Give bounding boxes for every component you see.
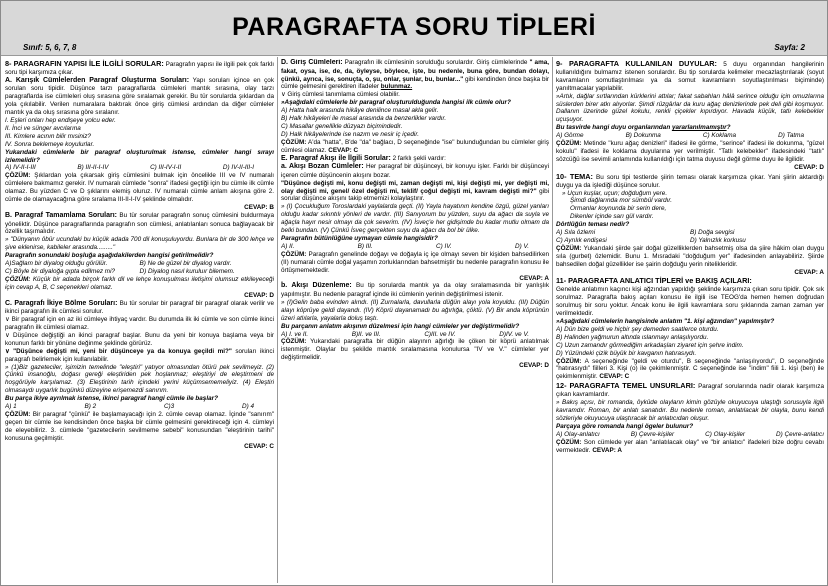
option: D) V.: [515, 242, 529, 250]
subsection-heading: B. Paragraf Tamamlama Soruları:: [5, 211, 117, 219]
emphasis-text: " ama, fakat, oysa, ise, de, da, öyleyse, böylece, işte, bu nedenle, buna göre, bundan dolayı, çünkü, ayrıca, ise, sonuçta, o, şu, onlar, şunlar, bu, bunlar...": [281, 59, 549, 83]
list-item: ∨ Bir paragraf için en az iki cümleye ihtiyaç vardır. Bu durumda ilk iki cümle ve son cümle ikinci paragrafın ilk cümlesi olamaz.: [5, 316, 274, 331]
emphasis-text: bulunmaz.: [380, 83, 413, 91]
option: A) Hatta halk arasında hikâye denilince masal akla gelir.: [281, 107, 439, 115]
option: D) Çevre-anlatıcı: [776, 430, 824, 438]
answer-key: CEVAP: A: [592, 446, 622, 454]
answer-key: CEVAP: C: [328, 146, 359, 154]
option: D) 4: [242, 403, 254, 411]
subsection-text: Paragrafın ilk cümlesinin sorulduğu sorulardır. Giriş cümlelerinde: [344, 59, 528, 66]
column-3: [556, 59, 824, 581]
solution-label: ÇÖZÜM:: [281, 338, 307, 346]
subsection-c: [5, 300, 274, 317]
option: A) 1: [5, 403, 17, 411]
option: D) Halk hikâyelerinde ise nazım ve nesir iç içedir.: [281, 130, 419, 138]
section-11: [556, 276, 824, 286]
section-text: Paragrafın yapısı ile ilgili pek çok farklı soru tipi karşımıza çıkar.: [5, 61, 274, 76]
emphasis-text: ∨ "Düşünce değişti mi, yeni bir düşünceye ya da konuya geçildi mi?": [5, 347, 232, 355]
option: B) III-II-I-IV: [77, 164, 109, 172]
solution-text: Son cümlede yer alan "anlatılacak olay" ve "bir anlatıcı" ifadeleri bize doğru cevabı vermektedir.: [556, 438, 824, 454]
option: C) Masallar genellikle düzyazı biçimindedir.: [281, 122, 403, 130]
subsection-text: Bu tür sorular paragrafın sonuç cümlesini buldurmaya yöneliktir. Düşünce paragraflarında paragrafın son cümlesi, anlatılanları sonuca bağlayacak bir özellik taşımalıdır.: [5, 211, 274, 236]
answer-options: [556, 431, 824, 439]
answer-key: CEVAP: B: [244, 204, 274, 211]
example-quote: » Bakış açısı, bir romanda, öyküde olayların kimin gözüyle okuyucuya ulaştığı sorusuyla ilgili kavramdır. Roman, bir anlatı sanatıdır. Bu nedenle roman, anlatılacak bir olayla, bunu kendi sözleriyle okuyucuya ulaştıracak bir anlatıcıdan oluşur.: [556, 399, 824, 422]
solution-text: A'da "hatta", B'de "da" bağlacı, D seçeneğinde "ise" bulunduğundan bu cümleler giriş cümlesi olamaz.: [281, 138, 549, 154]
option: C) IV.: [436, 242, 452, 250]
page-header: [1, 1, 827, 56]
section-heading: 8- PARAGRAFIN YAPISI İLE İLGİLİ SORULAR:: [5, 59, 164, 68]
subsection-heading: a. Akışı Bozan Cümleler:: [281, 163, 364, 171]
grade-label: Sınıf: 5, 6, 7, 8: [23, 43, 77, 52]
answer-options: [556, 132, 824, 140]
solution-label: ÇÖZÜM:: [556, 357, 582, 365]
question-text: Yukarıdaki cümlelerle bir paragraf oluşturulmak istense, cümleler hangi sırayı izlemelidir?: [5, 148, 274, 164]
question-part: ?: [726, 124, 731, 132]
subsection-text: Yapı soruları içince en çok sorulan soru tipidir. Düşünce tarzı paragraflarda cümleleri mantık sırasına, olay tarzı paragraflarda ise cümleleri oluş sırasına göre sıralamak gerekir. Bu tür sorularda şıklardan da yola çıkılabilir. Verilen numaralara baktırak önce giriş cümlesi ardından da diğer cümleler mantık ya da oluş sırasına göre sıralanır.: [5, 76, 274, 117]
option: D) Yalnızlık korkusu: [690, 236, 746, 244]
subsection-text: 2 farklı şekli vardır:: [392, 154, 446, 162]
body-text: gibi kendinden önce başka bir cümle gelmesini gerektiren ifadeler: [281, 75, 549, 91]
answer-key: CEVAP: A: [794, 268, 824, 276]
page-title: PARAGRAFTA SORU TİPLERİ: [232, 13, 596, 41]
section-text: 5 duyu organından hangilerinin kullanıldığını bulmamız istenen sorulardır. Bu tip sorularda kelimeler mecazlaştırılarak (soyut kavramların somutlaştırılması ya da somut kavramların soyutlaştırılması biçiminde) yanıltmacalar yapılabilir.: [556, 61, 824, 92]
solution: [5, 172, 274, 204]
option: B) Dokunma: [625, 132, 661, 140]
option: A) Dün bize geldi ve hiçbir şey demeden saatlerce oturdu.: [556, 325, 719, 333]
solution: [556, 439, 824, 455]
question-text: »Aşağıdaki cümlelerin hangisinde anlatım "1. kişi ağzından" yapılmıştır?: [556, 318, 775, 325]
option: C) Uzun zamandır görmediğim arkadaşları ziyaret için şehre indim.: [556, 341, 744, 349]
option: B)II. ve III.: [351, 330, 381, 338]
subsection-text: Her paragraf bir düşünceyi, bir konuyu işler. Farklı bir düşünceyi içeren cümle düşüncenin akışını bozar.: [281, 163, 549, 179]
solution: [281, 251, 549, 275]
section-heading: 11- PARAGRAFTA ANLATICI TİPLERİ ve BAKIŞ AÇILARI:: [556, 276, 752, 286]
section-text: Bu soru tipi testlerde şiirin teması olarak karşımıza çıkar. Yani şiirin aktardığı duygu ya da işlediği düşünce sorulur.: [556, 173, 824, 189]
question-text: Paragrafın bütünlüğüne uymayan cümle hangisidir?: [281, 235, 438, 242]
option: A) Sıla özlemi: [556, 229, 596, 237]
option: C)III. ve IV.: [424, 330, 456, 338]
option: A) Olay-anlatıcı: [556, 430, 600, 438]
answer-options: [556, 229, 824, 237]
option: C) Olay-kişiler: [705, 430, 745, 438]
option: C)3: [163, 403, 175, 411]
answer-options: [556, 237, 824, 245]
option: A) I. ve II.: [281, 330, 309, 338]
option: B) 2: [84, 403, 97, 411]
option: B) Doğa sevgisi: [690, 229, 735, 237]
solution-text: Paragrafın genelinde doğayı ve doğayla iç içe olmayı seven bir kişiden bahsedilirken (II) numaralı cümle doğal yaşamın zorluklarından bahsetmiştir bu nedenle paragrafın konusu ile örtüşmemektedir.: [281, 250, 549, 274]
example-quote: » "Dünyanın öbür ucundaki bu küçük adada 700 dil konuşuluyordu. Bunlara bir de 300 lehçe ve şive eklenirse, kabileler arasında.........": [5, 236, 274, 252]
body-paragraph: [281, 180, 549, 204]
list-item: [5, 348, 274, 364]
column-divider: [552, 57, 553, 583]
option: A) IV-II-I-III: [5, 164, 36, 172]
solution-label: ÇÖZÜM:: [556, 140, 582, 148]
question-text: Bu parçanın anlatım akışının düzelmesi için hangi cümleler yer değiştirmelidir?: [281, 322, 520, 330]
subsection-d: [281, 59, 549, 91]
answer-options: [5, 260, 274, 268]
option: C) III-IV-I-II: [150, 164, 182, 172]
solution-label: ÇÖZÜM:: [281, 250, 307, 258]
question-text: Bu parça ikiye ayrılmak istense, ikinci paragraf hangi cümle ile başlar?: [5, 395, 218, 403]
option: D) Diyalog nasıl kuruluır bilemem.: [139, 267, 235, 275]
list-item: III. Kimlere acının bilir mısiniz?: [5, 132, 92, 140]
example-quote: » (1)Biz gazeteciler, işimizin temelinde "eleştiri" yatıyor olmasından ötürü pek sevilmeyiz. (2) Çünkü insanoğlu, doğası gereği eleştiriden pek hoşlanmaz; eleştiriyi de eleştirmeni de hoşgörüyle karşılamaz. (3) Eleştirinin tarih içindeki yerini küçümsememeliyiz. (4) Eleştiri olmasaydı uygarlık bugünkü düzeyine erişemezdi sanırım.: [5, 363, 274, 395]
option: B) Halinden yağmurun altında ıslanmayı anlaşılıyordu.: [556, 333, 709, 341]
solution-text: Şıklardan yola çıkarsak giriş cümlesini bulmak için öncelikle III ve IV numaralı cümlelere bakmamız gerekir. IV numaralı cümlede "sonra" ifadesi geçtiği için bu cümle ilk cümle olamaz. Bu yüzden C ve D şıklarını elemiş oluruz. IV numaralı cümle anlam akışına göre 2. cümle de olamayacağına göre sıralama III-II-I-IV şeklinde olmalıdır.: [5, 172, 274, 204]
option: A) II.: [281, 242, 295, 250]
solution: [556, 245, 824, 269]
solution-text: Yukarıdaki paragrafta bir düğün alayının ağırlığı ile çöken bir köprü anlatılmak istenmiştir. Olaylar bu şekilde mantık sıralamasına konulursa "IV ve V." cümleler yer değiştirmelidir.: [281, 338, 549, 362]
solution-label: ÇÖZÜM:: [556, 244, 582, 252]
solution: [281, 139, 549, 155]
subsection-heading: E. Paragraf Akışı ile İlgili Sorular:: [281, 154, 391, 162]
solution: [5, 276, 274, 292]
list-item: I. Eşleri onları hep endişeye yolcu eder.: [5, 117, 116, 125]
answer-options: [5, 268, 274, 276]
solution: [556, 358, 824, 382]
section-12: [556, 381, 824, 399]
section-heading: 9- PARAGRAFTA KULLANILAN DUYULAR:: [556, 59, 717, 68]
question-part: yararlanılmamıştır: [671, 124, 727, 132]
option: A) Görme: [556, 132, 584, 140]
body-text: soruları ikinci paragrafı belirlemek için kullanılabilir.: [5, 347, 274, 363]
answer-key: CEVAP: D: [244, 291, 274, 299]
solution-text: Bir paragraf "çünkü" ile başlamayacağı için 2. cümle cevap olamaz. İçinde "sanırım" geçen bir cümle ise kendisinden önce başka bir cümle gelmesini gerektireceği için 4. cümleyi de eleyebiliriz. 3. cümlede "gazetecilerin sevilmeme sebebi" konusundan "eleştirinin tarihi" konusuna geçilmiştir.: [5, 410, 274, 442]
column-2: [281, 59, 549, 581]
list-item: IV. Sonra beklemeye koyulurlar.: [5, 140, 95, 148]
subsection-heading: C. Paragrafı İkiye Bölme Soruları:: [5, 299, 118, 307]
solution: [556, 140, 824, 164]
option: D) IV-II-III-I: [222, 164, 254, 172]
subsection-ea: [281, 163, 549, 180]
subsection-text: Bu tip sorularda mantık ya da olay sıralamasında bir yanlışlık yapılmıştır. Bu nedenle paragraf içinde iki cümlenin yerinin değiştirilmesi istenir.: [281, 282, 549, 299]
section-8: [5, 59, 274, 77]
question-text: Dörtlüğün teması nedir?: [556, 221, 630, 229]
answer-key: CEVAP: A: [519, 274, 549, 282]
solution-label: ÇÖZÜM:: [281, 138, 307, 146]
section-heading: 12- PARAGRAFTA TEMEL UNSURLARI:: [556, 381, 696, 391]
poem-line: Şimdi dağlarında mor sümbül vardır.: [570, 197, 673, 205]
solution-text: Küçük bir adada birçok farklı dil ve lehçe konuşulması iletişimi olumsuz etkileyeceği için cevap A, B, C seçenekleri olamaz.: [5, 275, 274, 291]
section-9: [556, 59, 824, 93]
emphasis-text: "Düşünce değişti mi, konu değişti mi, zaman değişti mi, kişi değişti mi, yer değişti mi, olay değişti mi, genel/ özel değişti mi, teklif/ çoğul değişti mi, kavram değişti mi?": [281, 179, 549, 195]
answer-options: [5, 403, 274, 411]
option: D) Yüzündeki çizik büyük bir kavganın hatırasıydı.: [556, 349, 697, 357]
solution-text: Metinde "kuru ağaç denizleri" ifadesi ile görme, "serince" ifadesi ile dokunma, "güzel kokulu" ifadesi ile koklama duyularına yer verilmiştir. "Tatlı kelebekler" ifadesindeki "tatlı" sözcüğü ise sevimli anlamında kullanıldığı için tatma duyusu değil görme duyu ile ilgilidir.: [556, 140, 824, 163]
question-text: [556, 124, 824, 132]
answer-key: CEVAP: D: [519, 362, 549, 370]
question-text: Parçaya göre romanda hangi ögeler bulunur?: [556, 422, 694, 430]
solution-label: ÇÖZÜM:: [5, 172, 31, 180]
solution-text: Yukarıdaki şiirde şair doğal güzelliklerden bahsetmiş olsa da şiire hâkim olan duygu sıla (gurbet) özlemidir. Bunu 1. Mısradaki "doğduğum yer" ifadesinden anlayabiliriz. Şiirde bahsedilen doğal güzellikler ise şairin doğduğu yerin nitelikleridir.: [556, 244, 824, 268]
question-text: Paragrafın sonundaki boşluğa aşağıdakilerden hangisi getirilmelidir?: [5, 252, 214, 260]
section-heading: 10- TEMA:: [556, 171, 593, 181]
option: C) Böyle bir diyaloğa gıpta edilmez mi?: [5, 267, 116, 275]
option: C) Ayrılık endişesi: [556, 236, 607, 244]
example-quote: » (I) Çocukluğum Toroslardaki yaylalarda geçti. (II) Yayla hayatının kendine özgü, güzel yanları olduğu kadar sıkıntılı yönleri de vardır. (III) Sanıyorum bu yüzden, suyu da ağacı da suyla ve ağaçla hayır nesir olmayı da çok severim. (IV) İsveç'e her gidişimde bu kadar mutlu olmam da belki bundan. (V) Çünkü İsveç gerçekten suyu da ağacı da bol bir ülke.: [281, 203, 549, 235]
example-quote: » (I)Gelin baba evinden alındı. (II) Zurnalarla, davullarla düğün alayı yola koyuldu. (III) Düğün alayı köprüye geldi dayandı. (IV) Köprü dayanamadı bu ağırlığa, çöktü. (V) Bir anda köprünün üzeri atlılarla, yayalarla doluş taştı.: [281, 298, 549, 322]
subsection-e: [281, 155, 549, 164]
section-text: Genelde anlatımın kaçıncı kişi ağzından yapıldığı şeklinde karşımıza çıkan soru tipidir. Çok sık sorulmaz. Paragrafta bakış açıları konusu ile ilgili ise TEOG'da hemen hemen doğrudan sorulmuş bir soru yoktur. Ancak konu ile ilgili kavramlara soru şıklarında zaman zaman yer verilmektedir.: [556, 286, 824, 318]
solution-text: A seçeneğinde "geldi ve oturdu", B seçeneğinde "anlaşılıyordu", D seçeneğinde "hatırasıydı" fiilleri 3. Kişi (o) ile çekimlenmiştir. C seçeneğinde ise "indim" fiili 1. kişi (ben) ile çekimlenmiştir.: [556, 357, 824, 381]
answer-key: CEVAP: D: [794, 163, 824, 171]
option: B) Halk hikâyeleri ile masal arasında da benzerlikler vardır.: [281, 115, 447, 123]
answer-key: CEVAP: C: [244, 442, 274, 450]
question-text: »Aşağıdaki cümlelerle bir paragraf oluşturulduğunda hangisi ilk cümle olur?: [281, 99, 511, 107]
column-divider: [277, 57, 278, 583]
poem-line: Ormanlar koynunda bir serin dere,: [570, 205, 667, 213]
solution-label: ÇÖZÜM:: [5, 275, 31, 283]
answer-options: [281, 243, 549, 251]
column-1: [5, 59, 274, 581]
option: B) III.: [357, 242, 373, 250]
poem-line: Dikenler içinde sarı gül vardır.: [570, 213, 654, 221]
solution: [281, 338, 549, 362]
subsection-heading: b. Akışı Düzenleme:: [281, 282, 352, 290]
page-number: Sayfa: 2: [774, 43, 805, 52]
subsection-b: [5, 212, 274, 236]
poem-line: » Uçun kuşlar, uçun; doğduğum yere.: [562, 189, 668, 197]
list-item: ∨ Giriş cümlesi tanımlama cümlesi olabilir.: [281, 91, 400, 99]
answer-key: CEVAP: C: [599, 373, 630, 381]
option: B) Çevre-kişiler: [630, 430, 675, 438]
list-item: II. İnci ve sünger avcılarına: [5, 124, 81, 132]
subsection-heading: A. Karışık Cümlelerden Paragraf Oluşturma Soruları:: [5, 76, 190, 84]
subsection-eb: [281, 282, 549, 299]
option: C) Koklama: [702, 132, 737, 140]
solution-label: ÇÖZÜM:: [556, 438, 582, 446]
solution-label: ÇÖZÜM:: [5, 410, 31, 418]
question-part: Bu tasvirde hangi duyu organlarından: [556, 124, 672, 132]
subsection-text: Bu tür sorular bir paragraf bir paragraf olarak verilir ve ikinci paragrafın ilk cümlesi sorulur.: [5, 299, 274, 316]
section-text: Paragraf sorularında nadir olarak karşımıza çıkan kavramlardır.: [556, 383, 824, 399]
example-quote: »Artık, dağlar sırtlarından kürklerini attılar; fakat sabahları hâlâ serince olduğu için omuzlarına süslerden birer atkı alıyorlar. Şimdi rüzgârlar da kuru ağaç denizlerinde pek deli gibi koşmuyor. Dallanın üzerinde güzel kokulu, renkli çiçekler kıpırdıyor. Havada küçük, tatlı kelebekler uçuşuyor.: [556, 92, 824, 124]
section-10: [556, 172, 824, 190]
subsection-a: [5, 77, 274, 117]
list-item: ∨ Düşünce değiştiği an ikinci paragraf başlar. Bunu da yeni bir konuya başlama veya bir konunun farklı bir yönüne değinme şeklinde görürüz.: [5, 331, 274, 347]
option: D)IV. ve V.: [499, 330, 529, 338]
subsection-heading: D. Giriş Cümleleri:: [281, 59, 343, 66]
solution: [5, 411, 274, 443]
option: D) Tatma: [778, 132, 804, 140]
option: A)Sağlam bir diyalog olduğu görülür.: [5, 260, 108, 268]
option: B) Ne de güzel bir diyalog vardır.: [139, 260, 232, 268]
body-text: gibi sorular düşünce akışını takip etmemizi kolaylaştırır.: [281, 187, 549, 203]
